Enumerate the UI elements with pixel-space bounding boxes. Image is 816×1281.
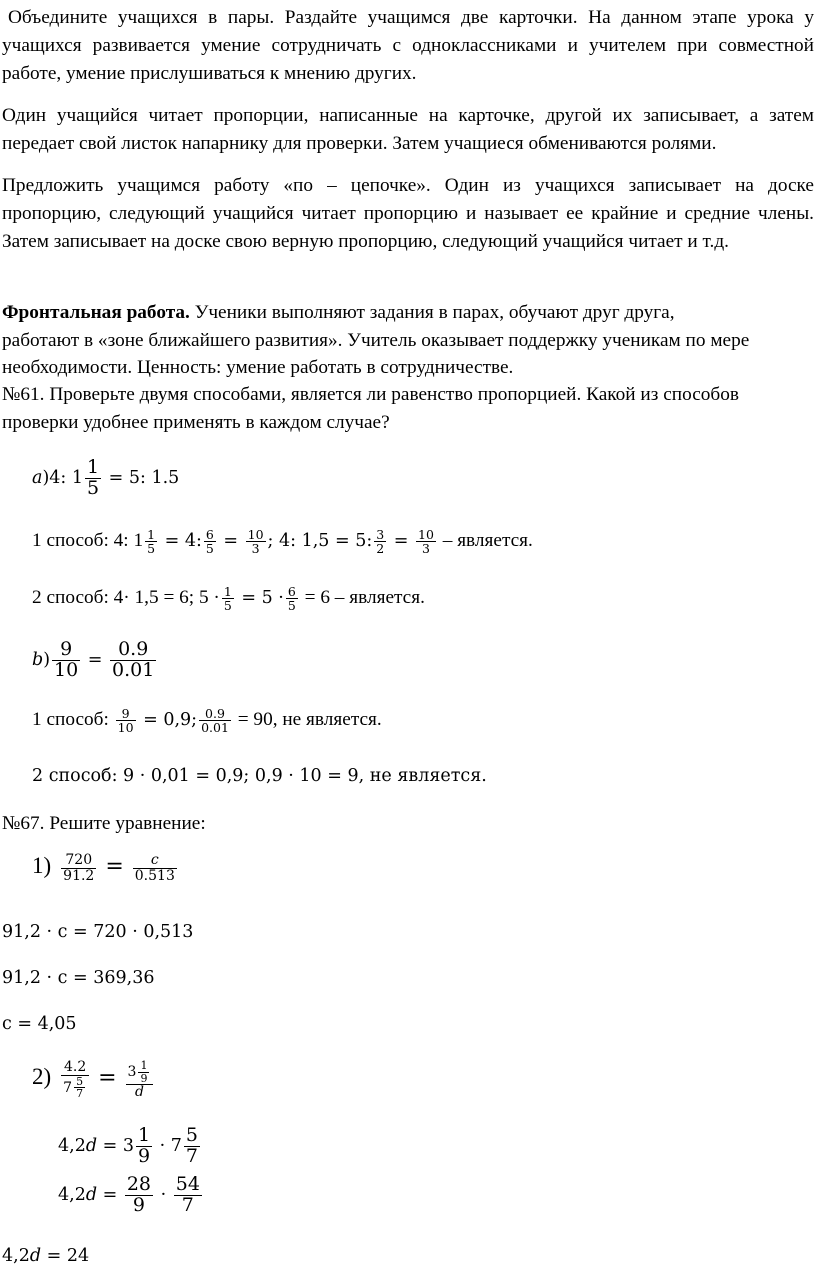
fraction-9-10-small: $\frac{9}{10}$ <box>117 705 134 735</box>
task-61-b-label: b <box>32 649 44 670</box>
fraction-c-0.513: $\frac{c}{0.513}$ <box>134 852 175 884</box>
task-67-equation-2: 2) 4.2 7 $\frac{5}{7}$ = 3 $\frac{1}{9}$ d <box>32 1060 155 1100</box>
frontal-work-line-2: работают в «зоне ближайшего развития». Учитель оказывает поддержку ученикам по мере <box>2 330 750 351</box>
fraction-10-3-b: $\frac{10}{3}$ <box>418 526 434 556</box>
task-61-a-equation <box>32 458 179 499</box>
equation-1-step-3: c = 4,05 <box>2 1014 77 1034</box>
fraction-mixed-over-d: 3 $\frac{1}{9}$ d <box>126 1060 154 1100</box>
paragraph-pairs: Объедините учащихся в пары. Раздайте учащимся две карточки. На данном этапе урока у учащихся развивается умение сотрудничать с одноклассниками и учителем при совместной работе, умение прислушиваться к мнению других. <box>2 7 814 84</box>
equation-1-step-2: 91,2 · c = 369,36 <box>2 968 155 988</box>
fraction-28-9: $\frac{28}{9}$ <box>126 1173 152 1216</box>
fraction-0.9-0.01: $\frac{0.9}{0.01}$ <box>112 638 155 681</box>
equation-2-step-2: 4,2d = $\frac{28}{9}$ · $\frac{54}{7}$ <box>58 1173 200 1216</box>
equation-2-label: 2) <box>32 1064 52 1090</box>
fraction-1-5: $\frac{1}{5}$ <box>147 526 156 556</box>
fraction-10-3: $\frac{10}{3}$ <box>247 526 264 556</box>
frontal-work-line-1 <box>2 299 675 327</box>
task-61-a-label: a <box>32 467 43 488</box>
task-61-b-method-1: 1 способ: $\frac{9}{10}$ = 0,9; $\frac{0.9}{0.01}$ = 90, не является. <box>32 705 382 735</box>
fraction-9-10: $\frac{9}{10}$ <box>54 638 79 681</box>
task-61-a-method-2: 2 способ: 4· 1,5 = 6; 5 · $\frac{1}{5}$ = 5 · $\frac{6}{5}$ = 6 – является. <box>32 583 425 613</box>
fraction-4.2-over-mixed: 4.2 7 $\frac{5}{7}$ <box>61 1060 89 1100</box>
fraction-1-9: $\frac{1}{9}$ <box>137 1124 151 1167</box>
task-61-a-fraction: $\frac{1}{5}$ <box>87 456 100 499</box>
equation-2-step-3: 4,2d = 24 <box>2 1246 90 1266</box>
fraction-6-5: $\frac{6}{5}$ <box>205 526 214 556</box>
task-61-b-method-2: 2 способ: 9 · 0,01 = 0,9; 0,9 · 10 = 9, не является. <box>32 766 487 786</box>
equation-1-step-1: 91,2 · c = 720 · 0,513 <box>2 922 194 942</box>
fraction-3-2: $\frac{3}{2}$ <box>376 526 385 556</box>
task-61-a-right: = 5: 1.5 <box>103 467 180 488</box>
task-67-equation-1: 1) $\frac{720}{91.2}$ = $\frac{c}{0.513}$ <box>32 852 175 884</box>
task-61-a-method-1: 1 способ: 4: 1 $\frac{1}{5}$ = 4: $\frac{6}{5}$ = $\frac{10}{3}$ ; 4: 1,5 = 5: $\frac{3}{2}$ = $\frac{10}{3}$ – является. <box>32 526 533 556</box>
task-67-heading: №67. Решите уравнение: <box>2 813 206 834</box>
fraction-720-91.2: $\frac{720}{91.2}$ <box>63 852 95 884</box>
fraction-0.9-0.01-small: $\frac{0.9}{0.01}$ <box>201 705 229 735</box>
equation-1-label: 1) <box>32 853 52 878</box>
frontal-work-heading: Фронтальная работа. <box>2 302 190 323</box>
frontal-work-line-3: необходимости. Ценность: умение работать в сотрудничестве. <box>2 357 514 378</box>
task-61-a-left: )4: 1 <box>42 467 83 488</box>
fraction-5-7: $\frac{5}{7}$ <box>185 1124 198 1167</box>
task-61-statement: №61. Проверьте двумя способами, является ли равенство пропорцией. Какой из способов проверки удобнее применять в каждом случае? <box>2 384 739 433</box>
frontal-work-text-1: Ученики выполняют задания в парах, обучают друг друга, <box>189 302 675 323</box>
fraction-1-5-m2: $\frac{1}{5}$ <box>223 583 232 613</box>
paragraph-chain: Предложить учащимся работу «по – цепочке». Один из учащихся записывает на доске пропорцию, следующий учащийся читает пропорцию и называет ее крайние и средние члены. Затем записывает на доске свою верную пропорцию, следующий учащийся читает и т.д. <box>2 175 814 252</box>
task-61-b-equation: b) $\frac{9}{10}$ = $\frac{0.9}{0.01}$ <box>32 638 155 681</box>
fraction-6-5-m2: $\frac{6}{5}$ <box>287 583 296 613</box>
equation-2-step-1: 4,2d = 3 $\frac{1}{9}$ · 7 $\frac{5}{7}$ <box>58 1124 198 1167</box>
fraction-54-7: $\frac{54}{7}$ <box>175 1173 200 1216</box>
paragraph-reading: Один учащийся читает пропорции, написанные на карточке, другой их записывает, а затем передает свой листок напарнику для проверки. Затем учащиеся обмениваются ролями. <box>2 105 814 154</box>
